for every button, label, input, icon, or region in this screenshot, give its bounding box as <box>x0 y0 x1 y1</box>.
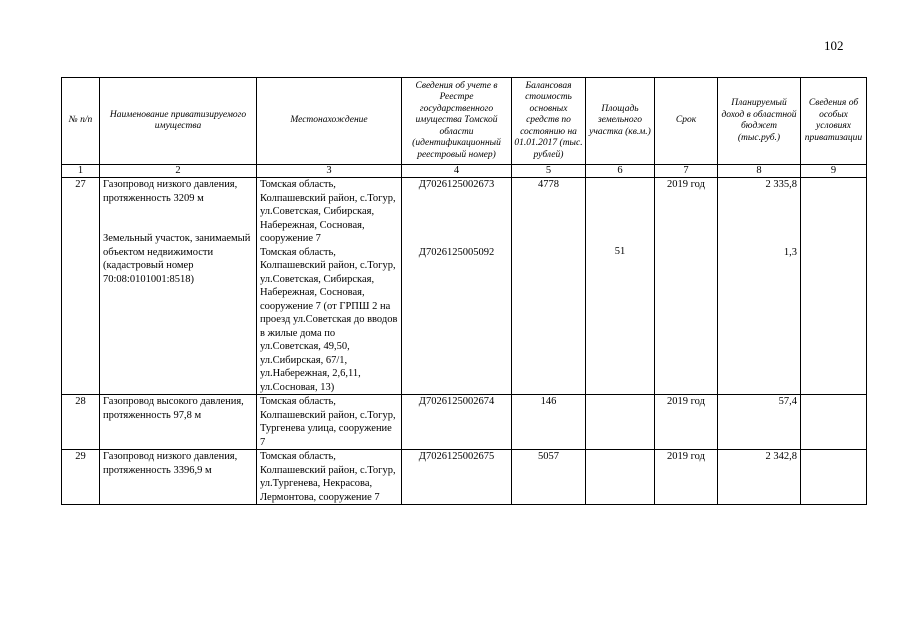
item-name: Газопровод низкого давления, протяженность 3396,9 м <box>100 450 257 505</box>
privatization-table <box>61 77 867 505</box>
item-income <box>718 178 801 395</box>
item-registry: Д7026125002675 <box>402 450 512 505</box>
item-conditions <box>801 395 867 450</box>
item-registry <box>402 178 512 395</box>
column-number-row <box>62 165 867 178</box>
item-location: Томская область, Колпашевский район, с.Тогур, Тургенева улица, сооружение 7 <box>257 395 402 450</box>
item-term-text: 2019 год <box>667 179 705 190</box>
item-area-text: 51 <box>614 246 626 257</box>
item-income: 2 342,8 <box>718 450 801 505</box>
item-area <box>586 450 655 505</box>
table-row <box>62 450 867 505</box>
header-income: Планируемый доход в областной бюджет (тыс.руб.) <box>718 78 801 165</box>
column-number: 5 <box>512 165 586 178</box>
header-area: Площадь земельного участка (кв.м.) <box>586 78 655 165</box>
item-name-text: Газопровод низкого давления, протяженность 3209 м <box>103 179 238 204</box>
item-registry: Д7026125002674 <box>402 395 512 450</box>
header-row <box>62 78 867 165</box>
item-balance <box>512 178 586 395</box>
item-conditions <box>801 450 867 505</box>
item-name-text: Земельный участок, занимаемый объектом недвижимости (кадастровый номер 70:08:0101001:8518) <box>103 233 251 285</box>
row-number: 28 <box>62 395 100 450</box>
header-name: Наименование приватизируемого имущества <box>100 78 257 165</box>
header-registry: Сведения об учете в Реестре государственного имущества Томской области (идентификационный реестровый номер) <box>402 78 512 165</box>
header-term: Срок <box>655 78 718 165</box>
item-term <box>655 178 718 395</box>
column-number: 6 <box>586 165 655 178</box>
page-number: 102 <box>824 38 844 53</box>
table-row <box>62 178 867 395</box>
header-num: № п/п <box>62 78 100 165</box>
header-location: Местонахождение <box>257 78 402 165</box>
column-number: 9 <box>801 165 867 178</box>
item-location-text: Томская область, Колпашевский район, с.Тогур, ул.Советская, Сибирская, Набережная, Сосновая, сооружение 7 <box>260 179 396 244</box>
item-area <box>586 395 655 450</box>
item-registry-text: Д7026125005092 <box>418 246 495 258</box>
row-number: 29 <box>62 450 100 505</box>
item-registry-text: Д7026125002673 <box>418 179 495 190</box>
column-number: 4 <box>402 165 512 178</box>
item-conditions <box>801 178 867 395</box>
item-balance: 146 <box>512 395 586 450</box>
column-number: 1 <box>62 165 100 178</box>
item-income-text: 1,3 <box>783 246 797 258</box>
column-number: 7 <box>655 165 718 178</box>
item-location <box>257 178 402 395</box>
row-number: 27 <box>62 178 100 395</box>
item-term: 2019 год <box>655 450 718 505</box>
header-balance: Балансовая стоимость основных средств по состоянию на 01.01.2017 (тыс. рублей) <box>512 78 586 165</box>
item-income: 57,4 <box>718 395 801 450</box>
item-location: Томская область, Колпашевский район, с.Тогур, ул.Тургенева, Некрасова, Лермонтова, сооружение 7 <box>257 450 402 505</box>
item-balance-text: 4778 <box>538 179 559 190</box>
item-location-text: Томская область, Колпашевский район, с.Тогур, ул.Советская, Сибирская, Набережная, Сосновая, сооружение 7 (от ГРПШ 2 на проезд ул.Советская до вводов в жилые дома по ул.Советская, 49,50, ул.Сибирская, 67/1, ул.Набережная, 2,6,11, ул.Сосновая, 13) <box>260 246 398 393</box>
item-name: Газопровод высокого давления, протяженность 97,8 м <box>100 395 257 450</box>
column-number: 3 <box>257 165 402 178</box>
item-name <box>100 178 257 395</box>
header-conditions: Сведения об особых условиях приватизации <box>801 78 867 165</box>
column-number: 2 <box>100 165 257 178</box>
item-balance: 5057 <box>512 450 586 505</box>
item-area <box>586 178 655 395</box>
column-number: 8 <box>718 165 801 178</box>
item-income-text: 2 335,8 <box>765 179 797 190</box>
table-row <box>62 395 867 450</box>
item-term: 2019 год <box>655 395 718 450</box>
